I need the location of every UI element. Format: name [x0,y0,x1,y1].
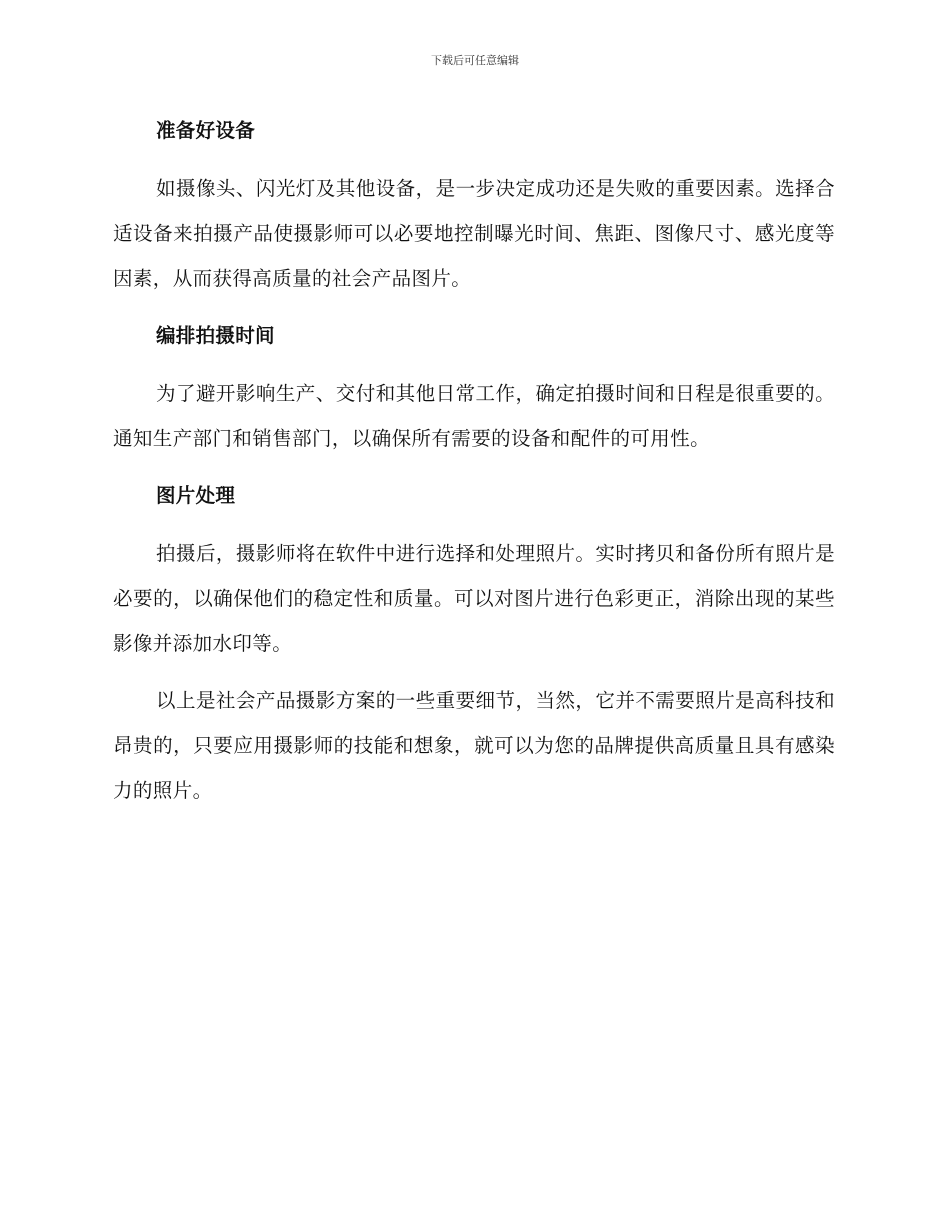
section-heading-schedule: 编排拍摄时间 [156,324,275,347]
section-heading-image-processing: 图片处理 [156,484,236,507]
section-paragraph-schedule: 为了避开影响生产、交付和其他日常工作，确定拍摄时间和日程是很重要的。通知生产部门和销售部门，以确保所有需要的设备和配件的可用性。 [113,382,835,450]
page-header: 下载后可任意编辑 [431,54,519,67]
section-paragraph-image-processing: 拍摄后，摄影师将在软件中进行选择和处理照片。实时拷贝和备份所有照片是必要的，以确保他们的稳定性和质量。可以对图片进行色彩更正，消除出现的某些影像并添加水印等。 [113,542,835,655]
conclusion-paragraph: 以上是社会产品摄影方案的一些重要细节，当然，它并不需要照片是高科技和昂贵的，只要应用摄影师的技能和想象，就可以为您的品牌提供高质量且具有感染力的照片。 [113,689,835,802]
document-body [113,108,835,813]
section-paragraph-equipment: 如摄像头、闪光灯及其他设备，是一步决定成功还是失败的重要因素。选择合适设备来拍摄产品使摄影师可以必要地控制曝光时间、焦距、图像尺寸、感光度等因素，从而获得高质量的社会产品图片。 [113,177,835,290]
section-heading-equipment: 准备好设备 [156,119,256,142]
